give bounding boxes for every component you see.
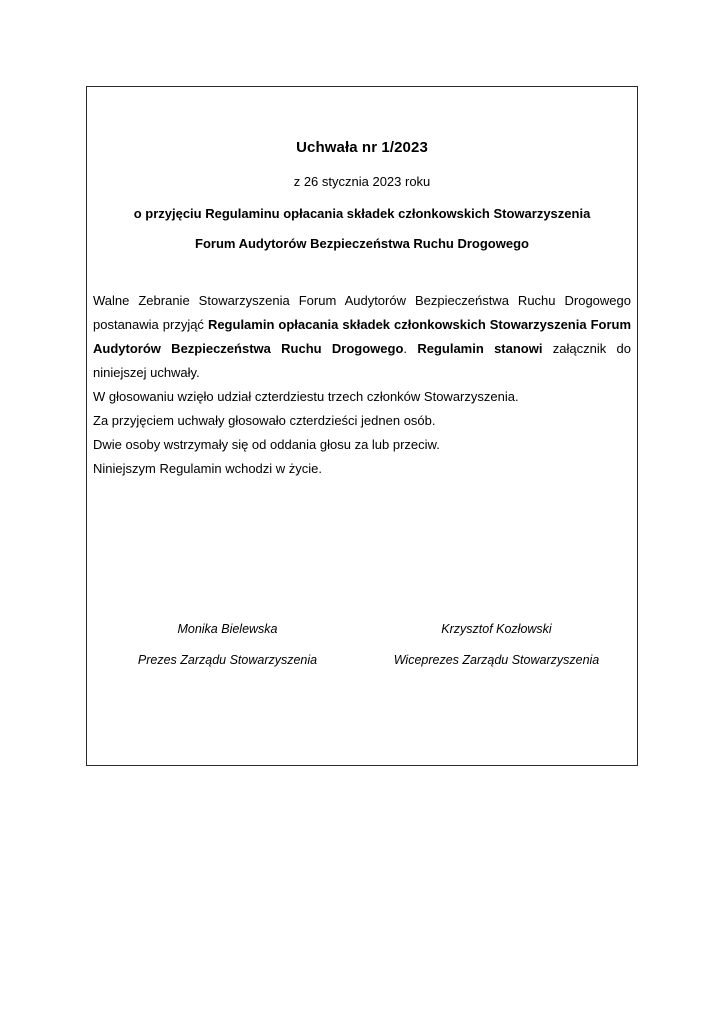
- paragraph-segment-separator: .: [403, 341, 418, 356]
- signature-column-right: [362, 623, 631, 666]
- statement-line: Za przyjęciem uchwały głosowało czterdzieści jednen osób.: [93, 413, 436, 428]
- document-page: [86, 86, 638, 766]
- signatory-role: Prezes Zarządu Stowarzyszenia: [137, 652, 318, 667]
- voting-statements: [93, 385, 631, 481]
- signatory-name: Monika Bielewska: [177, 622, 278, 636]
- paragraph-segment-attachment-lead: Regulamin stanowi: [417, 341, 543, 356]
- paragraph-segment-regulation-name: Regulamin opłacania składek członkowskich Stowarzyszenia Forum Audytorów Bezpieczeństwa Ruchu Drogowego: [93, 317, 632, 356]
- signatory-role: Wiceprezes Zarządu Stowarzyszenia: [393, 652, 600, 667]
- statement-line: W głosowaniu wzięło udział czterdziestu trzech członków Stowarzyszenia.: [93, 389, 519, 404]
- signature-column-left: [93, 623, 362, 666]
- paragraph-segment-intro: Walne Zebranie Stowarzyszenia Forum Audytorów Bezpieczeństwa Ruchu Drogowego postanawia przyjąć: [93, 293, 631, 332]
- statement-line: Niniejszym Regulamin wchodzi w życie.: [93, 461, 323, 476]
- statement-line: Dwie osoby wstrzymały się od oddania głosu za lub przeciw.: [93, 437, 440, 452]
- document-date: z 26 stycznia 2023 roku: [293, 174, 431, 189]
- document-body: [93, 250, 631, 481]
- paragraph-segment-attachment-tail: załącznik do niniejszej uchwały.: [93, 341, 632, 380]
- page-title: Uchwała nr 1/2023: [296, 139, 428, 156]
- document-content-area: [93, 87, 631, 765]
- resolution-paragraph: [93, 289, 631, 385]
- signatory-name: Krzysztof Kozłowski: [441, 622, 552, 636]
- document-subtitle-line-1: o przyjęciu Regulaminu opłacania składek członkowskich Stowarzyszenia: [133, 206, 591, 221]
- signature-block: [93, 481, 631, 666]
- document-subtitle-line-2: Forum Audytorów Bezpieczeństwa Ruchu Drogowego: [195, 236, 529, 251]
- document-heading: [93, 87, 631, 250]
